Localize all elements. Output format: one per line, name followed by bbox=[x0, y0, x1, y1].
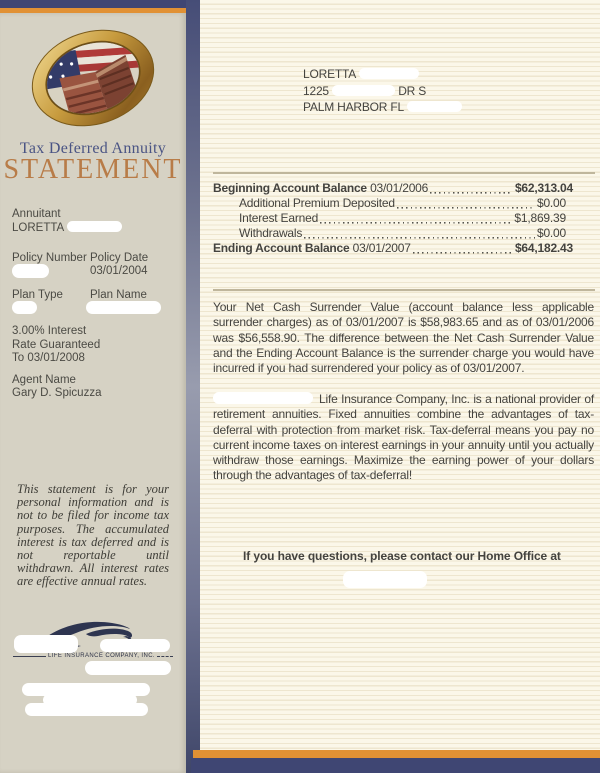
policy-date-label: Policy Date bbox=[90, 252, 149, 264]
cover-disclaimer-text: This statement is for your personal information and is not to be filed for income tax purposes. The accumulated interest is tax deferred and is not reportable until withdrawn. All interest rates are effective annual rates. bbox=[17, 482, 169, 589]
caption-rule-left bbox=[13, 656, 46, 657]
table-row: Ending Account Balance 03/01/2007 $64,182.43 bbox=[213, 241, 573, 255]
dot-leader bbox=[430, 185, 513, 196]
statement-page bbox=[200, 0, 600, 750]
recipient-name-line: LORETTA bbox=[303, 66, 462, 83]
annuitant-label: Annuitant bbox=[12, 208, 61, 220]
dot-leader bbox=[320, 215, 512, 226]
table-row: Beginning Account Balance 03/01/2006 $62,313.04 bbox=[213, 181, 573, 195]
policy-date-value: 03/01/2004 bbox=[90, 265, 148, 277]
dot-leader bbox=[397, 200, 535, 211]
cover-title-line2: STATEMENT bbox=[3, 154, 183, 185]
redaction-logo-1 bbox=[14, 635, 78, 653]
cover-title-line1: Tax Deferred Annuity bbox=[19, 140, 167, 157]
table-row: Withdrawals $0.00 bbox=[239, 226, 566, 240]
company-medallion-logo bbox=[23, 18, 163, 138]
redaction-company-name bbox=[213, 392, 313, 404]
cover-panel bbox=[0, 13, 186, 773]
account-balance-table bbox=[213, 181, 573, 256]
redaction-street-name bbox=[332, 85, 395, 96]
plan-type-label: Plan Type bbox=[12, 289, 63, 301]
policy-number-label: Policy Number bbox=[12, 252, 87, 264]
rate-guarantee-text: 3.00% Interest Rate Guaranteed To 03/01/2008 bbox=[12, 325, 101, 364]
surrender-value-paragraph: Your Net Cash Surrender Value (account balance less applicable surrender charges) as of 03/01/2007 is $58,983.65 and as of 03/01/2006 was $56,558.90. The difference between the Net Cash Surrender Value and the Ending Account Balance is the surrender charge you would have incurred if you had surrendered your policy as of 03/01/2007. bbox=[213, 300, 594, 376]
redaction-logo-2 bbox=[100, 639, 170, 652]
recipient-address-block bbox=[303, 66, 462, 116]
redaction-phone-number bbox=[343, 571, 427, 588]
redaction-recipient-surname bbox=[359, 68, 419, 79]
redaction-logo-3 bbox=[85, 661, 171, 675]
caption-rule-right bbox=[157, 656, 173, 657]
recipient-street-line: 1225 DR S bbox=[303, 83, 427, 98]
cover-bottom-navy-bar bbox=[191, 758, 600, 773]
plan-name-label: Plan Name bbox=[90, 289, 147, 301]
balance-section-bottom-rule bbox=[213, 289, 595, 291]
redaction-annuitant-surname bbox=[67, 221, 122, 232]
cover-top-navy-bar bbox=[0, 0, 201, 8]
contact-home-office-line: If you have questions, please contact our Home Office at bbox=[243, 549, 561, 563]
company-info-paragraph: Life Insurance Company, Inc. is a national provider of retirement annuities. Fixed annuities combine the advantages of tax-deferral with protection from market risk. Tax-deferral means you pay no current income taxes on interest earnings in your annuity until you actually withdraw those earnings. Maximize the earning power of your dollars through the advantages of tax-deferral! bbox=[213, 392, 594, 483]
redaction-footer-3 bbox=[25, 703, 148, 716]
agent-name-value: Gary D. Spicuzza bbox=[12, 387, 102, 399]
agent-name-label: Agent Name bbox=[12, 374, 76, 386]
redaction-policy-number bbox=[12, 264, 49, 278]
company-caption-text: LIFE INSURANCE COMPANY, INC. bbox=[48, 653, 155, 659]
recipient-city-line: PALM HARBOR FL bbox=[303, 99, 462, 116]
balance-section-top-rule bbox=[213, 172, 595, 174]
company-caption-row bbox=[13, 653, 173, 659]
redaction-zip-code bbox=[407, 101, 462, 112]
table-row: Interest Earned $1,869.39 bbox=[239, 211, 566, 225]
annuitant-value: LORETTA bbox=[12, 221, 122, 235]
dot-leader bbox=[304, 230, 535, 241]
dot-leader bbox=[413, 245, 513, 256]
redaction-plan-type bbox=[12, 301, 37, 314]
cover-bottom-orange-bar bbox=[193, 750, 600, 758]
redaction-plan-name bbox=[86, 301, 161, 314]
cover-spine bbox=[186, 0, 200, 773]
table-row: Additional Premium Deposited $0.00 bbox=[239, 196, 566, 210]
